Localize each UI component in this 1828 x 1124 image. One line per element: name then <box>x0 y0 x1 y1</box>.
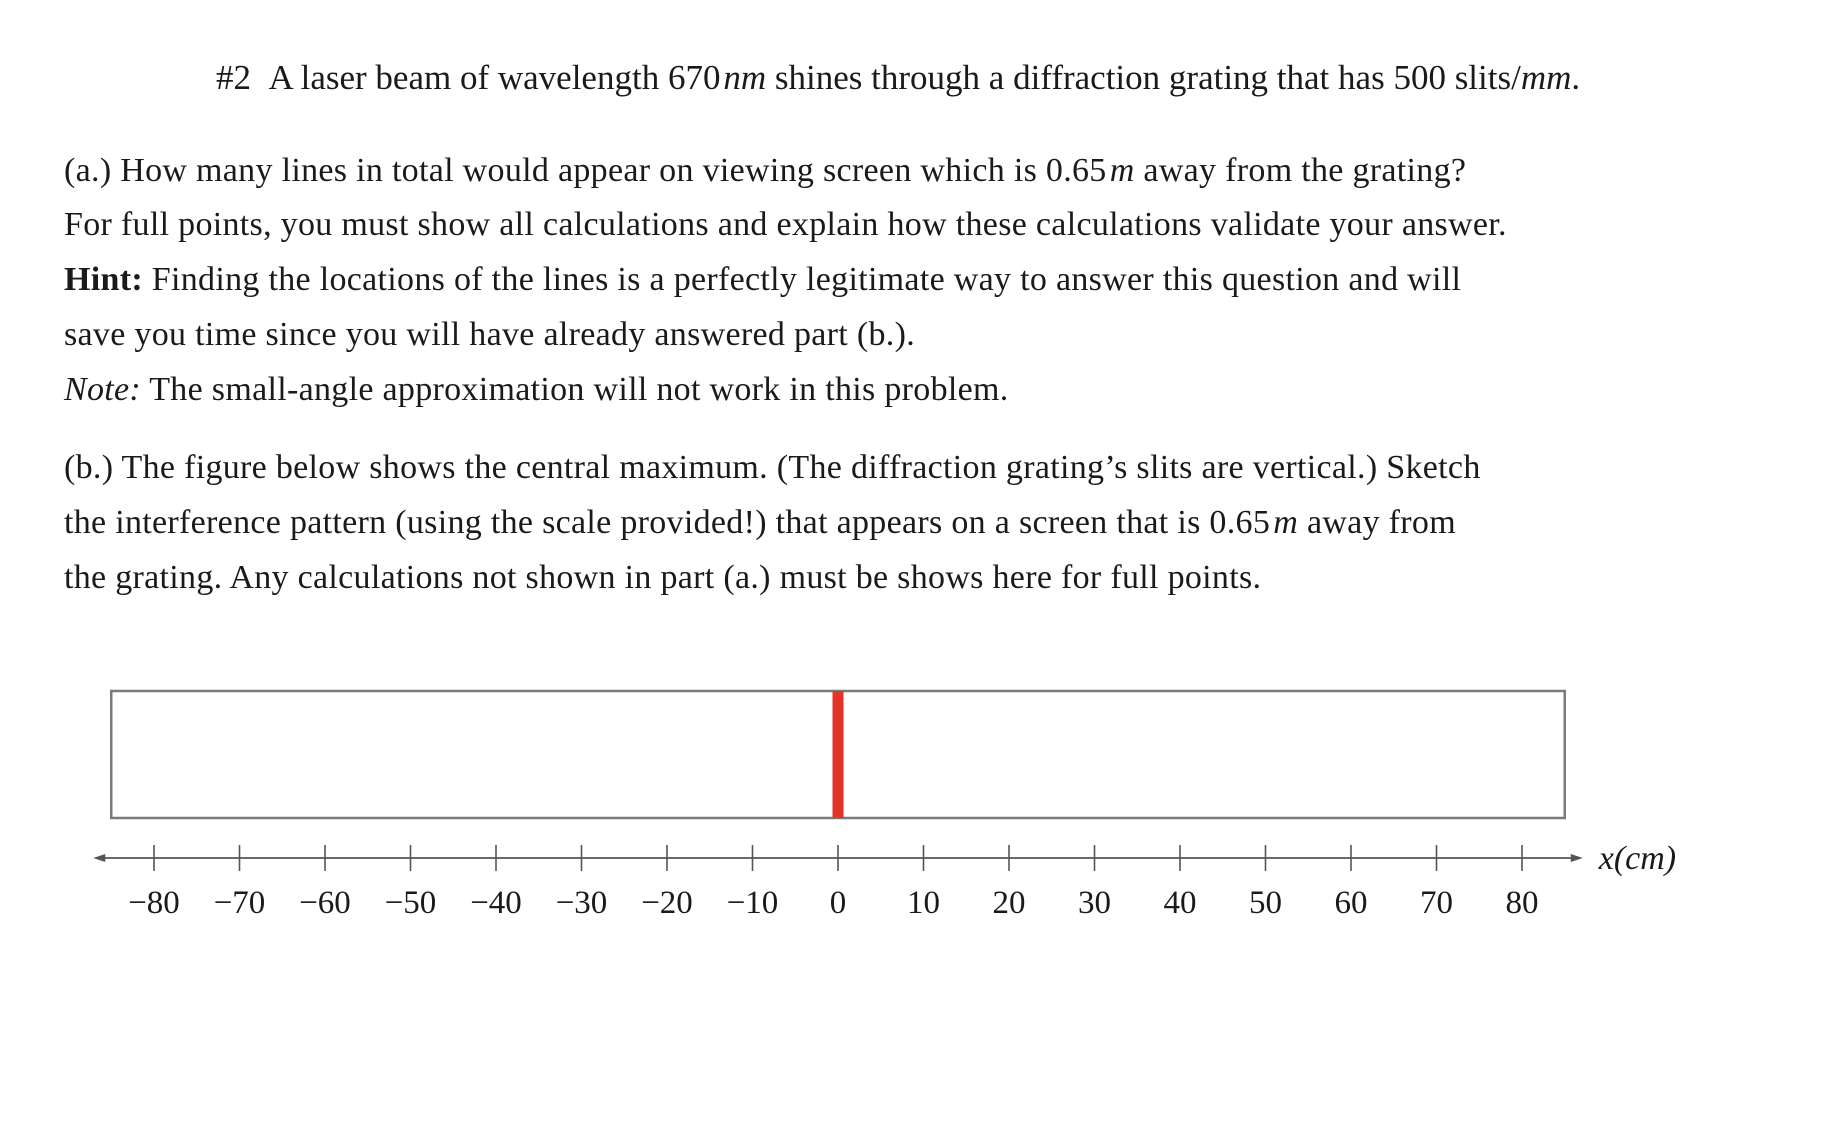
unit-nm: nm <box>723 58 767 97</box>
x-axis-tick-label: 40 <box>1163 885 1197 921</box>
unit-m-b: m <box>1273 504 1299 541</box>
part-a-line-4: save you time since you will have already answered part (b.). <box>64 316 916 353</box>
x-axis-tick-label: −30 <box>555 885 608 921</box>
note-label: Note: <box>64 371 142 408</box>
hint-label: Hint: <box>64 261 143 298</box>
hint-text: Finding the locations of the lines is a perfectly legitimate way to answer this question and will <box>151 261 1462 298</box>
part-b-line-1: (b.) The figure below shows the central maximum. (The diffraction grating’s slits are vertical.) Sketch <box>64 449 1481 486</box>
x-axis-arrow-right <box>1571 854 1583 862</box>
x-axis-tick-labels <box>128 885 1538 921</box>
x-axis-label: x(cm) <box>1598 840 1677 877</box>
unit-mm: mm <box>1520 58 1572 97</box>
part-a-line-2: For full points, you must show all calculations and explain how these calculations validate your answer. <box>64 206 1507 243</box>
x-axis-tick-label: 60 <box>1334 885 1368 921</box>
part-a-line-1-post: away from the grating? <box>1143 152 1467 189</box>
problem-text-pre: A laser beam of wavelength 670 <box>268 58 721 97</box>
note-text: The small-angle approximation will not work in this problem. <box>149 371 1009 408</box>
x-axis-tick-label: 80 <box>1505 885 1539 921</box>
x-axis-tick-label: −80 <box>128 885 180 921</box>
part-b-line-2-post: away from <box>1306 504 1456 541</box>
x-axis-tick-label: −70 <box>213 885 266 921</box>
x-axis-tick-label: −50 <box>384 885 437 921</box>
x-axis-tick-label: −10 <box>726 885 779 921</box>
x-axis-tick-label: 10 <box>907 885 940 921</box>
part-a-line-1-pre: (a.) How many lines in total would appear on viewing screen which is 0.65 <box>64 152 1107 189</box>
x-axis-arrow-left <box>93 854 105 862</box>
central-maximum <box>833 691 844 818</box>
unit-m: m <box>1109 152 1135 189</box>
problem-number: #2 <box>216 58 251 97</box>
x-axis-tick-label: 50 <box>1249 885 1282 921</box>
x-axis-tick-label: −60 <box>299 885 351 921</box>
part-b-line-2-pre: the interference pattern (using the scale provided!) that appears on a screen that is 0.65 <box>64 504 1271 541</box>
x-axis-tick-label: −40 <box>470 885 522 921</box>
part-b-line-3: the grating. Any calculations not shown in part (a.) must be shows here for full points. <box>64 559 1262 596</box>
x-axis-tick-label: 0 <box>829 885 847 921</box>
x-axis-tick-label: −20 <box>641 885 693 921</box>
x-axis-tick-label: 30 <box>1078 885 1111 921</box>
problem-text-end: . <box>1571 58 1581 97</box>
x-axis-tick-label: 70 <box>1420 885 1453 921</box>
x-axis-tick-label: 20 <box>992 885 1026 921</box>
problem-text-mid: shines through a diffraction grating that has 500 slits/ <box>774 58 1521 97</box>
